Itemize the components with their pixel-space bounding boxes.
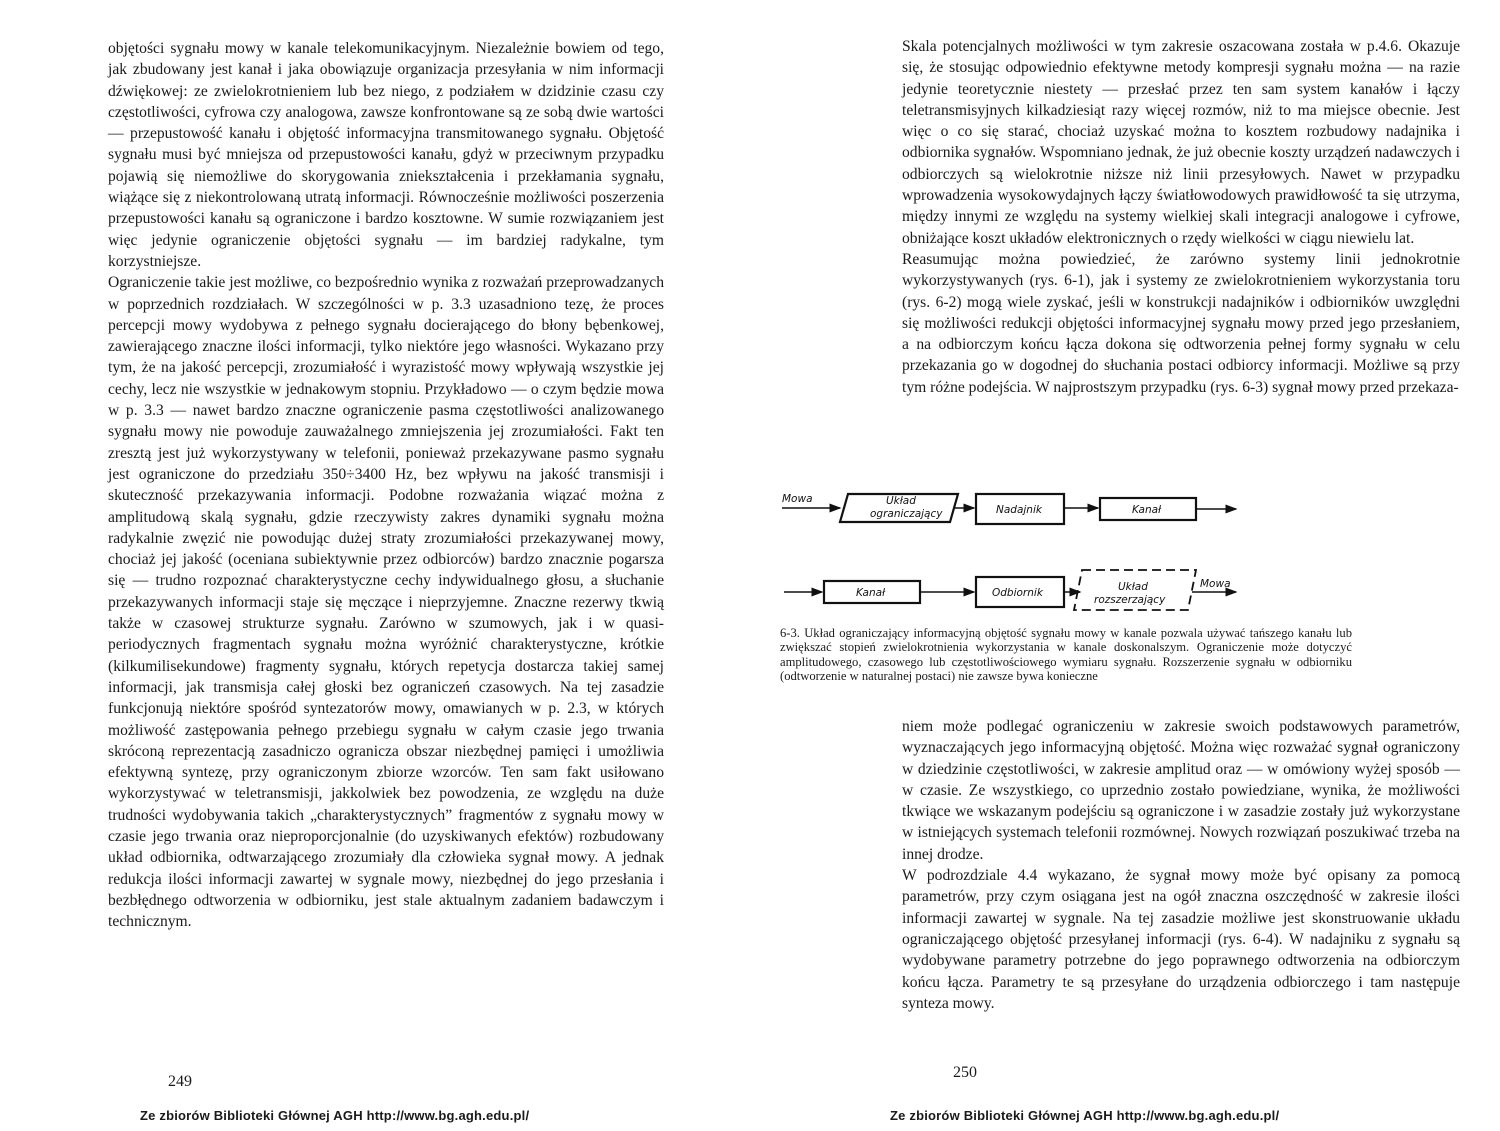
library-footer: Ze zbiorów Biblioteki Głównej AGH http://www.bg.agh.edu.pl/ [890,1108,1280,1123]
figure-caption: 6-3. Układ ograniczający informacyjną objętość sygnału mowy w kanale pozwala używać tańszego kanału lub zwiększać stopień zwielokrotnienia wykorzystania w kanale doskonalszym. Ograniczenie może dotyczyć amplitudowego, czasowego lub częstotliwościowego wymiaru sygnału. Rozszerzenie sygnału w odbiorniku (odtworzenie w naturalnej postaci) nie zawsze bywa konieczne [780,626,1352,683]
page-number: 250 [953,1064,977,1081]
paragraph: Ograniczenie takie jest możliwe, co bezpośrednio wynika z rozważań przeprowadzanych w poprzednich rozdziałach. W szczególności w p. 3.3 uzasadniono tezę, że proces percepcji mowy wydobywa z pełnego sygnału docierającego do błony bębenkowej, zawierającego znaczne ilości informacji, tylko niektóre jego własności. Wykazano przy tym, że na jakość percepcji, zrozumiałość i wyrazistość mowy wpływają wszystkie jej cechy, lecz nie wszystkie w jednakowym stopniu. Przykładowo — o czym będzie mowa w p. 3.3 — nawet bardzo znaczne ograniczenie pasma częstotliwości analizowanego sygnału mowy nie powoduje zauważalnego zmniejszenia jej zrozumiałości. Fakt ten zresztą jest już wykorzystywany w telefonii, ponieważ przekazywane pasmo sygnału jest ograniczone do przedziału 350÷3400 Hz, bez wpływu na jakość transmisji i skuteczność przekazywania informacji. Podobne rozważania wiązać można z amplitudową skalą sygnału, gdzie rzeczywisty zakres dynamiki sygnału można radykalnie zwęzić nie powodując dużej straty zrozumiałości przekazywanej mowy, chociaż jej jakość (oceniana subiektywnie przez odbiorców) bardzo znacznie pogarsza się — trudno rozpoznać charakterystyczne cechy indywidualnego głosu, a słuchanie przekazywanych informacji staje się męczące i nieprzyjemne. Znaczne rezerwy tkwią także w czasowej strukturze sygnału. Zarówno w szumowych, jak i w quasi-periodycznych fragmentach sygnału można wyróżnić charakterystyczne, krótkie (kilkumilisekundowe) fragmenty sygnału, których repetycja dostarcza takiej samej informacji, jak transmisja całej głoski bez ograniczeń czasowych. Na tej zasadzie funkcjonują niektóre spośród syntezatorów mowy, omawianych w p. 2.3, w których możliwość zastępowania pełnego przebiegu sygnału w całym czasie jego trwania skróconą reprezentacją zasadniczo ogranicza obszar niezbędnej pamięci i umożliwia efektywną syntezę, przy ograniczonym zbiorze wzorców. Ten sam fakt usiłowano wykorzystywać w teletransmisji, jakkolwiek bez powodzenia, ze względu na duże trudności wydobywania takich „charakterystycznych” fragmentów z sygnału mowy w czasie jego trwania oraz nieproporcjonalnie (do uzyskiwanych efektów) rozbudowany układ odbiornika, odtwarzającego zrozumiały dla człowieka sygnał mowy. A jednak redukcja ilości informacji zawartej w sygnale mowy, niezbędnej do jego przesłania i bezbłędnego odtworzenia w odbiorniku, jest stale aktualnym zadaniem badawczym i technicznym. [108,274,664,931]
expander-label-2: rozszerzający [1094,594,1166,606]
expander-label-1: Układ [1118,581,1148,593]
page-number: 249 [168,1073,192,1090]
input-label: Mowa [782,493,813,505]
library-footer: Ze zbiorów Biblioteki Głównej AGH http://www.bg.agh.edu.pl/ [140,1108,530,1123]
limiter-label-2: ograniczający [870,508,943,520]
channel-label-1: Kanał [1132,504,1162,516]
paragraph: Skala potencjalnych możliwości w tym zakresie oszacowana została w p.4.6. Okazuje się, że stosując odpowiednio efektywne metody kompresji sygnału można — na razie jedynie teoretycznie niestety — przesłać przez ten sam system kanałów i łączy teletransmisyjnych kilkadziesiąt razy więcej rozmów, niż to ma miejsce obecnie. Jest więc o co się starać, chociaż uzyskać można to kosztem rozbudowy nadajnika i odbiornika sygnałów. Wspomniano jednak, że już obecnie koszty urządzeń nadawczych i odbiorczych są wielokrotnie niższe niż linii przesyłowych. Nawet w przypadku wprowadzenia wysokowydajnych łączy światłowodowych prawidłowość ta się utrzyma, między innymi ze względu na systemy wielkiej skali integracji analogowe i cyfrowe, obniżające koszt układów elektronicznych o rzędy wielkości w ciągu niewielu lat. [902,38,1460,247]
limiter-label-1: Układ [886,495,916,507]
left-page-body [108,38,664,932]
paragraph: objętości sygnału mowy w kanale telekomunikacyjnym. Niezależnie bowiem od tego, jak zbudowany jest kanał i jaka obowiązuje organizacja przesyłania w nim informacji dźwiękowej: ze zwielokrotnieniem lub bez niego, z podziałem w dzidzinie czasu czy częstotliwości, cyfrowa czy analogowa, zawsze konfrontowane są ze sobą dwie wartości — przepustowość kanału i objętość informacyjna transmitowanego sygnału. Objętość sygnału musi być mniejsza od przepustowości kanału, gdyż w przeciwnym przypadku pojawią się niemożliwe do skorygowania zniekształcenia i przekłamania sygnału, wiążące się z niekontrolowaną utratą informacji. Równocześnie możliwości poszerzenia przepustowości kanału są ograniczone i bardzo kosztowne. W sumie rozwiązaniem jest więc jedynie ograniczenie objętości sygnału — im bardziej radykalne, tym korzystniejsze. [108,40,664,270]
right-page [750,0,1500,1131]
paragraph: W podrozdziale 4.4 wykazano, że sygnał mowy może być opisany za pomocą parametrów, przy czym osiągana jest na ogół znaczna oszczędność w zakresie ilości informacji zawartej w sygnale. Na tej zasadzie możliwe jest skonstruowanie układu ograniczającego objętość przesyłanej informacji (rys. 6-4). W nadajniku z sygnału są wydobywane parametry potrzebne do jego poprawnego odtworzenia na odbiorczym końcu łącza. Parametry te są przesyłane do urządzenia odbiorczego i tam następuje synteza mowy. [902,867,1460,1012]
transmitter-label: Nadajnik [996,504,1042,516]
receiver-label: Odbiornik [992,587,1043,599]
output-label: Mowa [1200,578,1231,590]
right-page-body-bottom [902,716,1460,1014]
paragraph: Reasumując można powiedzieć, że zarówno systemy linii jednokrotnie wykorzystywanych (rys. 6-1), jak i systemy ze zwielokrotnieniem wykorzystania toru (rys. 6-2) mogą wiele zyskać, jeśli w konstrukcji nadajników i odbiorników uwzględni się możliwości redukcji objętości informacyjnej sygnału mowy przed jego przesłaniem, a na odbiorczym końcu łącza dokona się odtworzenia pełnej formy sygnału w celu przekazania go w dogodnej do słuchania postaci odbiorcy informacji. Możliwe są przy tym różne podejścia. W najprostszym przypadku (rys. 6-3) sygnał mowy przed przekaza- [902,250,1460,396]
right-page-body-top [902,36,1460,398]
channel-label-2: Kanał [856,587,886,599]
paragraph: niem może podlegać ograniczeniu w zakresie swoich podstawowych parametrów, wyznaczających jego informacyjną objętość. Można więc rozważać sygnał ograniczony w dziedzinie częstotliwości, w zakresie amplitud oraz — w omówiony wyżej sposób — w czasie. Ze wszystkiego, co uprzednio zostało powiedziane, wynika, że możliwości tkwiące we wskazanym podejściu są ograniczone i w zasadzie zostały już wykorzystane w istniejących systemach telefonii rozmównej. Nowych rozwiązań poszukiwać trzeba na innej drodze. [902,718,1460,863]
block-diagram [780,486,1240,626]
